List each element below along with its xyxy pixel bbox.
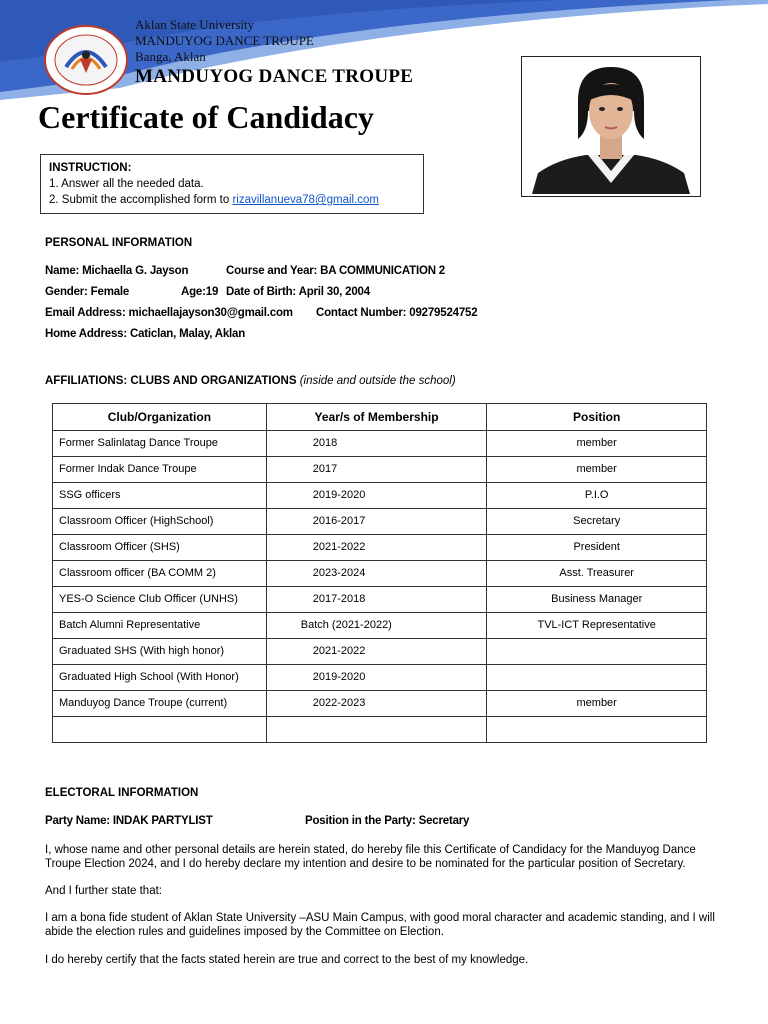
submission-email-link[interactable]: rizavillanueva78@gmail.com — [232, 194, 379, 206]
university-header — [135, 17, 314, 65]
troupe-name-small: MANDUYOG DANCE TROUPE — [135, 33, 314, 48]
table-row — [53, 457, 707, 483]
cell-position: P.I.O — [487, 483, 707, 509]
cell-years: 2017-2018 — [266, 587, 487, 613]
party-name-field: Party Name: INDAK PARTYLIST — [45, 815, 213, 827]
table-row — [53, 717, 707, 743]
instruction-line-2-text: 2. Submit the accomplished form to — [49, 194, 233, 206]
cell-club: Batch Alumni Representative — [53, 613, 267, 639]
instruction-box — [40, 154, 424, 214]
university-location: Banga, Aklan — [135, 49, 206, 64]
cell-club: Classroom Officer (SHS) — [53, 535, 267, 561]
cell-years: 2021-2022 — [266, 535, 487, 561]
further-state-paragraph: And I further state that: — [45, 885, 162, 897]
instruction-heading: INSTRUCTION: — [49, 162, 132, 174]
candidate-portrait — [528, 61, 694, 194]
party-position-field: Position in the Party: Secretary — [305, 815, 470, 827]
cell-club: Graduated High School (With Honor) — [53, 665, 267, 691]
cell-position — [487, 665, 707, 691]
cell-club: Former Salinlatag Dance Troupe — [53, 431, 267, 457]
gender-field: Gender: Female — [45, 286, 130, 298]
email-field: Email Address: michaellajayson30@gmail.com — [45, 307, 293, 319]
table-row — [53, 509, 707, 535]
declaration-paragraph: I, whose name and other personal details are herein stated, do hereby file this Certificate of Candidacy for the Manduyog Dance Troupe Election 2024, and I do hereby declare my intention and desire to be nominated for the particular position of Secretary. — [45, 844, 696, 870]
cell-position: Secretary — [487, 509, 707, 535]
table-row — [53, 665, 707, 691]
cell-position: member — [487, 431, 707, 457]
cell-position: Asst. Treasurer — [487, 561, 707, 587]
table-row — [53, 613, 707, 639]
affiliations-heading — [45, 375, 456, 387]
cell-position — [487, 717, 707, 743]
cell-years: 2023-2024 — [266, 561, 487, 587]
contact-field: Contact Number: 09279524752 — [316, 307, 478, 319]
cell-club: Classroom officer (BA COMM 2) — [53, 561, 267, 587]
cell-position: TVL-ICT Representative — [487, 613, 707, 639]
cell-years — [266, 717, 487, 743]
table-row — [53, 431, 707, 457]
course-field: Course and Year: BA COMMUNICATION 2 — [226, 265, 445, 277]
column-header: Year/s of Membership — [266, 404, 487, 431]
affiliations-table — [52, 403, 707, 743]
cell-years: 2022-2023 — [266, 691, 487, 717]
troupe-name-heading: MANDUYOG DANCE TROUPE — [135, 66, 414, 87]
affiliations-heading-text: AFFILIATIONS: CLUBS AND ORGANIZATIONS — [45, 375, 300, 387]
table-row — [53, 639, 707, 665]
cell-years: 2019-2020 — [266, 483, 487, 509]
cell-club: Manduyog Dance Troupe (current) — [53, 691, 267, 717]
certify-paragraph: I do hereby certify that the facts stated herein are true and correct to the best of my knowledge. — [45, 954, 529, 966]
cell-position: President — [487, 535, 707, 561]
cell-position: member — [487, 457, 707, 483]
cell-years: 2019-2020 — [266, 665, 487, 691]
age-field: Age:19 — [181, 286, 219, 298]
cell-years: 2017 — [266, 457, 487, 483]
university-name: Aklan State University — [135, 17, 255, 32]
candidate-photo — [521, 56, 701, 197]
cell-club: SSG officers — [53, 483, 267, 509]
column-header: Club/Organization — [53, 404, 267, 431]
personal-info-heading: PERSONAL INFORMATION — [45, 237, 193, 249]
dob-field: Date of Birth: April 30, 2004 — [226, 286, 370, 298]
cell-years: 2016-2017 — [266, 509, 487, 535]
name-field: Name: Michaella G. Jayson — [45, 265, 189, 277]
bona-fide-paragraph: I am a bona fide student of Aklan State University –ASU Main Campus, with good moral character and academic standing, and I will abide the election rules and guidelines imposed by the Committee on Election. — [45, 912, 715, 938]
cell-years: Batch (2021-2022) — [266, 613, 487, 639]
cell-position — [487, 639, 707, 665]
instruction-line-2 — [49, 192, 415, 208]
affiliations-note: (inside and outside the school) — [299, 375, 456, 387]
table-row — [53, 483, 707, 509]
cell-club: Graduated SHS (With high honor) — [53, 639, 267, 665]
cell-years: 2021-2022 — [266, 639, 487, 665]
table-row — [53, 691, 707, 717]
electoral-info-heading: ELECTORAL INFORMATION — [45, 787, 199, 799]
cell-position: member — [487, 691, 707, 717]
cell-position: Business Manager — [487, 587, 707, 613]
cell-club: Former Indak Dance Troupe — [53, 457, 267, 483]
instruction-line-1: 1. Answer all the needed data. — [49, 178, 204, 190]
table-row — [53, 587, 707, 613]
home-address-field: Home Address: Caticlan, Malay, Aklan — [45, 328, 246, 340]
table-header-row — [53, 404, 707, 431]
cell-years: 2018 — [266, 431, 487, 457]
column-header: Position — [487, 404, 707, 431]
cell-club — [53, 717, 267, 743]
cell-club: YES-O Science Club Officer (UNHS) — [53, 587, 267, 613]
table-row — [53, 561, 707, 587]
cell-club: Classroom Officer (HighSchool) — [53, 509, 267, 535]
page-title: Certificate of Candidacy — [38, 99, 374, 135]
troupe-logo — [44, 25, 128, 95]
table-row — [53, 535, 707, 561]
